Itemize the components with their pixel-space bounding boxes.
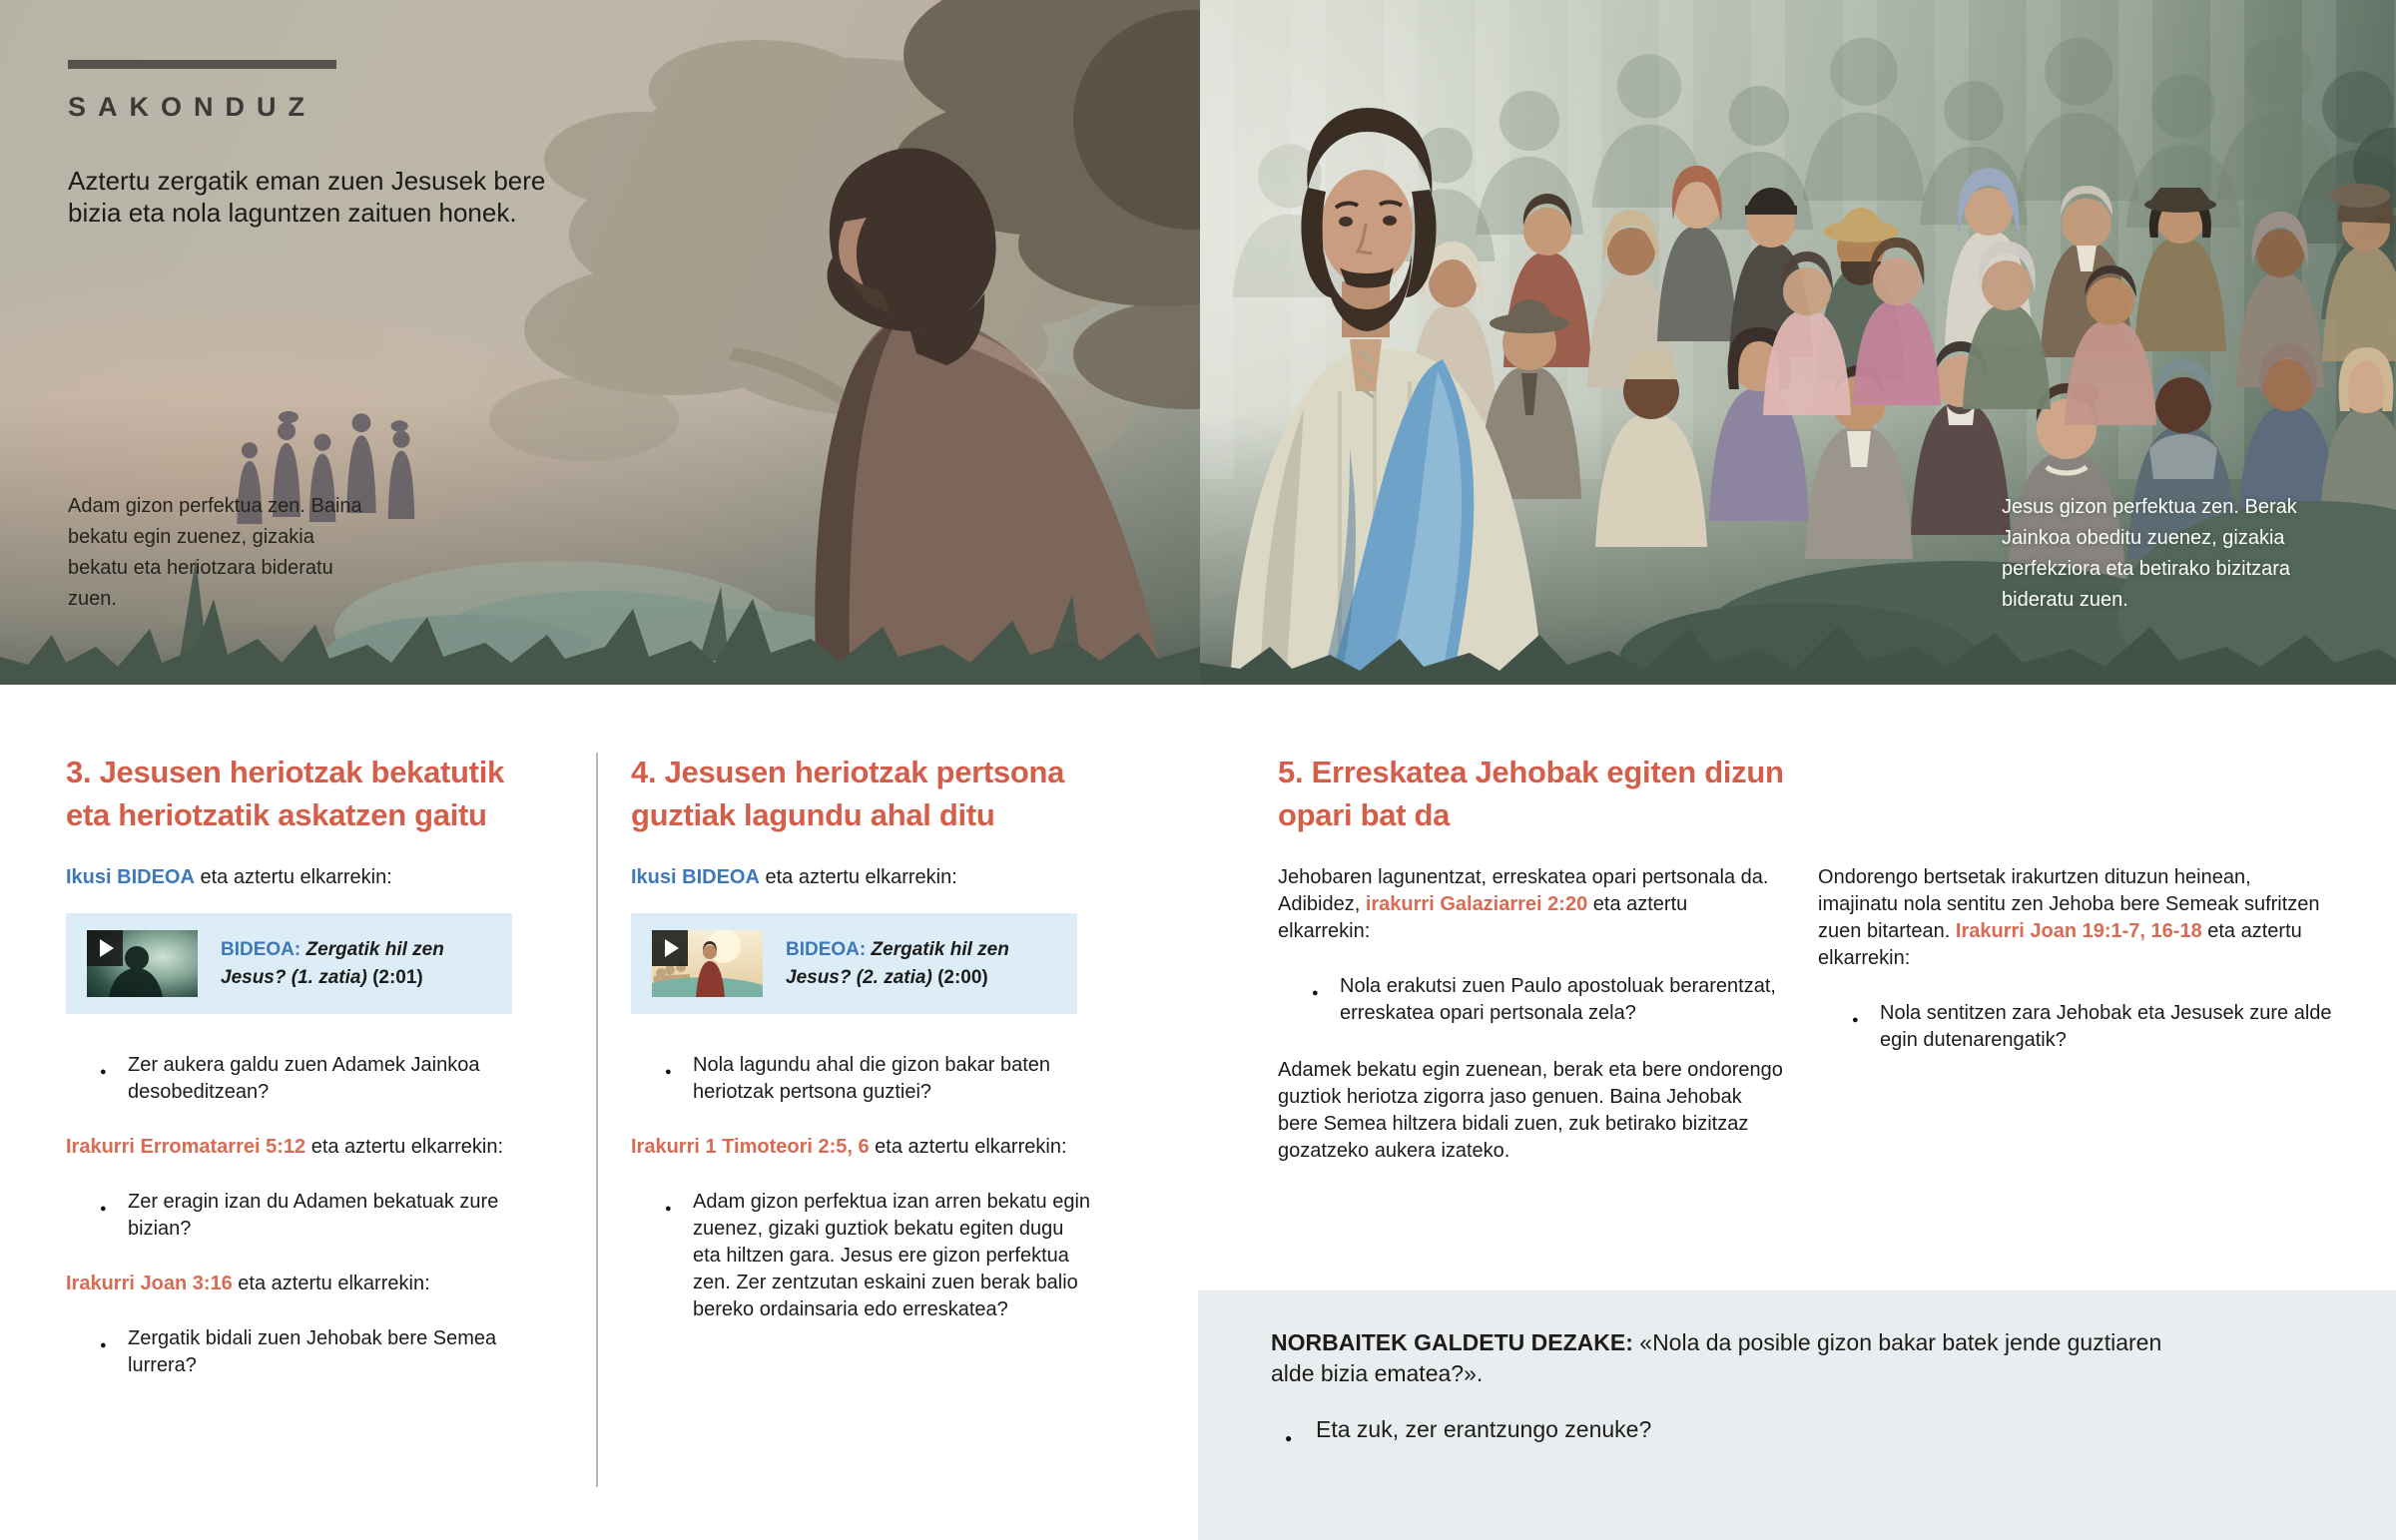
- read-prompt: [66, 1134, 537, 1161]
- discussion-question: ● Adam gizon perfektua izan arren bekatu egin zuenez, gizaki guztiok bekatu egiten dugu eta hiltzen gara. Jesus ere gizon perfektua zen. Zer zentzutan eskaini zuen berak balio bereko ordainsaria edo erreskatea?: [631, 1189, 1092, 1323]
- question-text: «Nola da posible gizon bakar batek jende guztiaren alde bizia ematea?».: [1271, 1329, 2162, 1386]
- discussion-question: ● Nola erakutsi zuen Paulo apostoluak berarentzat, erreskatea opari pertsonala zela?: [1278, 973, 1784, 1027]
- watch-video-link[interactable]: Ikusi BIDEOA: [66, 866, 195, 888]
- scripture-link-timothy[interactable]: Irakurri 1 Timoteori 2:5, 6: [631, 1136, 870, 1158]
- video-label[interactable]: BIDEOA:: [221, 938, 301, 960]
- read-prompt: [66, 1271, 537, 1297]
- kicker-title: SAKONDUZ: [68, 92, 316, 122]
- someone-may-ask-box: [1198, 1290, 2396, 1540]
- section-5-right-column: [1818, 864, 2334, 1165]
- video-caption: [221, 936, 498, 992]
- scripture-link-john316[interactable]: Irakurri Joan 3:16: [66, 1273, 233, 1294]
- read-prompt-rest: eta aztertu elkarrekin:: [305, 1136, 504, 1158]
- question-label: NORBAITEK GALDETU DEZAKE:: [1271, 1329, 1633, 1355]
- read-prompt: [1818, 864, 2334, 972]
- lead-text-rest: eta aztertu elkarrekin:: [1278, 893, 1688, 942]
- discussion-question: ● Zer aukera galdu zuen Adamek Jainkoa desobeditzean?: [66, 1052, 537, 1106]
- video-title[interactable]: Zergatik hil zen Jesus? (2. zatia): [786, 938, 1009, 988]
- adam-caption: Adam gizon perfektua zen. Baina bekatu egin zuenez, gizakia bekatu eta heriotzara bideratu zuen.: [68, 495, 362, 610]
- read-prompt-rest: eta aztertu elkarrekin:: [232, 1273, 430, 1294]
- video-card-part2[interactable]: [631, 913, 1077, 1014]
- hero-jesus-panel: [1200, 0, 2396, 685]
- hero-adam-panel: [0, 0, 1200, 685]
- video-caption: [786, 936, 1063, 992]
- scripture-link-john19[interactable]: Irakurri Joan 19:1-7, 16-18: [1955, 920, 2202, 942]
- play-triangle: [100, 939, 114, 957]
- video-title[interactable]: Zergatik hil zen Jesus? (1. zatia): [221, 938, 444, 988]
- column-divider: [596, 753, 598, 1487]
- video-label[interactable]: BIDEOA:: [786, 938, 867, 960]
- scripture-link-romans[interactable]: Irakurri Erromatarrei 5:12: [66, 1136, 306, 1158]
- video-card-part1[interactable]: [66, 913, 512, 1014]
- watch-prompt: [631, 864, 1092, 891]
- section-5: [1278, 751, 2334, 1165]
- question-line: [1271, 1327, 2199, 1389]
- play-icon[interactable]: [652, 930, 688, 966]
- section-4-title: 4. Jesusen heriotzak pertsona guztiak lagundu ahal ditu: [631, 755, 1065, 832]
- section-3: [66, 751, 537, 1379]
- section-5-title: 5. Erreskatea Jehobak egiten dizun opari bat da: [1278, 755, 1784, 832]
- lead-text: Jehobaren lagunentzat, erreskatea opari pertsonala da. Adibidez,: [1278, 866, 1769, 915]
- video-duration: (2:00): [937, 966, 988, 988]
- read-prompt: [1278, 864, 1784, 945]
- play-triangle: [665, 939, 679, 957]
- kicker-bar: [68, 60, 336, 69]
- read-prompt-rest: eta aztertu elkarrekin:: [869, 1136, 1067, 1158]
- watch-video-link[interactable]: Ikusi BIDEOA: [631, 866, 760, 888]
- hero-header: [68, 60, 607, 229]
- discussion-question: ● Nola lagundu ahal die gizon bakar baten heriotzak pertsona guztiei?: [631, 1052, 1092, 1106]
- watch-prompt-rest: eta aztertu elkarrekin:: [194, 866, 392, 888]
- video-duration: (2:01): [372, 966, 423, 988]
- lead-text-rest: eta aztertu elkarrekin:: [1818, 920, 2302, 969]
- watch-prompt-rest: eta aztertu elkarrekin:: [759, 866, 957, 888]
- jesus-caption: Jesus gizon perfektua zen. Berak Jainkoa obeditu zuenez, gizakia perfekziora eta betirako bizitzara bideratu zuen.: [2002, 496, 2297, 611]
- explanation-paragraph: Adamek bekatu egin zuenean, berak eta bere ondorengo guztiok heriotza zigorra jaso genuen. Baina Jehobak bere Semea hiltzera bidali zuen, zuk betirako bizitzaz gozatzeko aukera izateko.: [1278, 1059, 1783, 1162]
- play-icon[interactable]: [87, 930, 123, 966]
- section-4: [631, 751, 1092, 1323]
- hero-intro: Aztertu zergatik eman zuen Jesusek bere bizia eta nola laguntzen zaituen honek.: [68, 166, 546, 228]
- read-prompt: [631, 1134, 1092, 1161]
- section-3-title: 3. Jesusen heriotzak bekatutik eta heriotzatik askatzen gaitu: [66, 755, 504, 832]
- watch-prompt: [66, 864, 537, 891]
- section-5-left-column: [1278, 864, 1784, 1165]
- scripture-link-galatians[interactable]: irakurri Galaziarrei 2:20: [1365, 893, 1588, 915]
- video-thumbnail[interactable]: [87, 930, 198, 997]
- discussion-question: ● Eta zuk, zer erantzungo zenuke?: [1271, 1416, 2316, 1443]
- hero-illustration: [0, 0, 2396, 685]
- discussion-question: ● Zer eragin izan du Adamen bekatuak zure bizian?: [66, 1189, 537, 1243]
- video-thumbnail[interactable]: [652, 930, 763, 997]
- discussion-question: ● Zergatik bidali zuen Jehobak bere Semea lurrera?: [66, 1325, 537, 1379]
- discussion-question: ● Nola sentitzen zara Jehobak eta Jesusek zure alde egin dutenarengatik?: [1818, 1000, 2334, 1054]
- lead-text: Ondorengo bertsetak irakurtzen dituzun heinean, imajinatu nola sentitu zen Jehoba bere Semeak sufritzen zuen bitartean.: [1818, 866, 2320, 942]
